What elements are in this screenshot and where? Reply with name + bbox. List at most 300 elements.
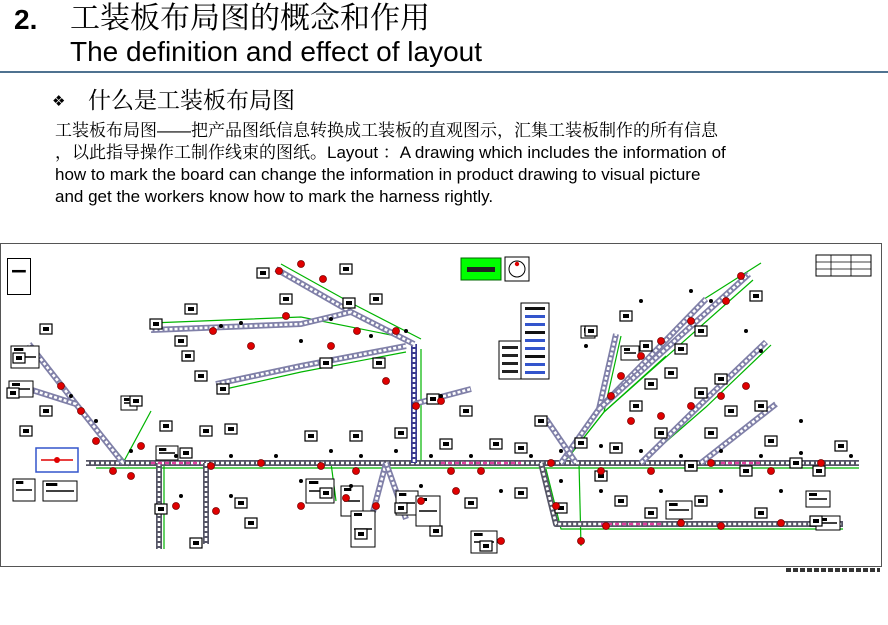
node-dot xyxy=(759,454,763,458)
drawing-detail-mark xyxy=(354,513,362,516)
drawing-detail-mark xyxy=(809,493,817,496)
definition-paragraph xyxy=(55,120,726,208)
connector-box xyxy=(235,498,247,508)
connector-face xyxy=(518,491,524,495)
connector-box xyxy=(395,503,407,513)
node-dot xyxy=(229,494,233,498)
node-dot xyxy=(719,449,723,453)
connector-marker-red xyxy=(598,468,605,475)
connector-marker-red xyxy=(628,418,635,425)
connector-face xyxy=(838,444,844,448)
branch-right-fan-4-rungs xyxy=(599,274,749,409)
connector-face xyxy=(483,544,489,548)
connector-marker-red xyxy=(276,268,283,275)
connector-box xyxy=(685,461,697,471)
connector-box xyxy=(645,508,657,518)
drawing-detail-mark xyxy=(124,398,129,401)
green-label-strip xyxy=(467,267,495,272)
node-dot xyxy=(239,321,243,325)
connector-marker-red xyxy=(393,328,400,335)
node-dot xyxy=(679,454,683,458)
connector-marker-red xyxy=(688,403,695,410)
node-dot xyxy=(709,299,713,303)
connector-face xyxy=(343,267,349,271)
drawing-detail-mark xyxy=(16,481,23,484)
connector-box xyxy=(20,426,32,436)
node-dot xyxy=(559,479,563,483)
pin-table-row xyxy=(525,347,545,350)
branch-right-fan-7-rungs xyxy=(546,419,576,463)
green-guide-line xyxy=(123,411,151,463)
bullet-diamond-icon: ❖ xyxy=(52,92,66,110)
connector-box xyxy=(182,351,194,361)
connector-face xyxy=(193,541,199,545)
connector-face xyxy=(518,446,524,450)
connector-face xyxy=(758,404,764,408)
connector-box xyxy=(40,324,52,334)
connector-box xyxy=(155,504,167,514)
connector-face xyxy=(698,391,704,395)
connector-face xyxy=(698,499,704,503)
node-dot xyxy=(439,394,443,398)
drawing-detail-box xyxy=(621,346,639,360)
connector-marker-red xyxy=(343,495,350,502)
connector-face xyxy=(376,361,382,365)
pin-table-row xyxy=(525,315,545,318)
node-dot xyxy=(94,419,98,423)
connector-face xyxy=(163,424,169,428)
node-dot xyxy=(404,329,408,333)
pin-table-row xyxy=(525,339,545,342)
connector-face xyxy=(185,354,191,358)
node-dot xyxy=(174,454,178,458)
connector-marker-red xyxy=(768,468,775,475)
connector-box xyxy=(515,443,527,453)
connector-box xyxy=(245,518,257,528)
connector-face xyxy=(743,469,749,473)
node-dot xyxy=(219,324,223,328)
connector-box xyxy=(655,428,667,438)
connector-marker-red xyxy=(648,468,655,475)
connector-box xyxy=(217,384,229,394)
pin-table-row xyxy=(525,323,545,326)
connector-box xyxy=(620,311,632,321)
connector-marker-red xyxy=(173,503,180,510)
section-number: 2. xyxy=(14,4,38,35)
connector-box xyxy=(695,496,707,506)
layout-drawing xyxy=(0,243,882,567)
connector-face xyxy=(178,339,184,343)
connector-face xyxy=(398,431,404,435)
connector-box xyxy=(185,304,197,314)
pin-table-small-row xyxy=(502,362,518,365)
connector-marker-red xyxy=(718,393,725,400)
connector-marker-red xyxy=(318,463,325,470)
pin-table-small-row xyxy=(502,346,518,349)
connector-face xyxy=(158,507,164,511)
connector-box xyxy=(575,438,587,448)
connector-marker-red xyxy=(328,343,335,350)
splice-drawing xyxy=(36,448,78,472)
node-dot xyxy=(779,489,783,493)
bullet-heading: 什么是工装板布局图 xyxy=(88,87,295,113)
harness-layout-diagram xyxy=(1,244,881,566)
connector-face xyxy=(248,521,254,525)
pin-table-row xyxy=(525,355,545,358)
connector-box xyxy=(180,448,192,458)
connector-box xyxy=(740,466,752,476)
drawing-detail-mark xyxy=(399,493,406,496)
connector-box xyxy=(645,379,657,389)
node-dot xyxy=(179,494,183,498)
connector-box xyxy=(395,428,407,438)
node-dot xyxy=(584,344,588,348)
pin-table-row xyxy=(525,331,545,334)
connector-marker-red xyxy=(373,503,380,510)
connector-box xyxy=(790,458,802,468)
connector-marker-red xyxy=(413,403,420,410)
node-dot xyxy=(799,419,803,423)
connector-box xyxy=(130,396,142,406)
node-dot xyxy=(599,444,603,448)
connector-box xyxy=(665,368,677,378)
connector-box xyxy=(725,406,737,416)
corner-minus-box xyxy=(7,258,31,295)
connector-face xyxy=(398,506,404,510)
connector-face xyxy=(493,442,499,446)
connector-face xyxy=(183,451,189,455)
branch-right-fan-5-rungs xyxy=(641,342,766,463)
node-dot xyxy=(719,489,723,493)
revision-table xyxy=(816,255,871,276)
connector-face xyxy=(538,419,544,423)
connector-box xyxy=(480,541,492,551)
connector-face xyxy=(658,431,664,435)
connector-box xyxy=(515,488,527,498)
connector-box xyxy=(427,394,439,404)
connector-box xyxy=(7,388,19,398)
connector-box xyxy=(835,441,847,451)
connector-face xyxy=(133,399,139,403)
connector-face xyxy=(588,329,594,333)
connector-box xyxy=(615,496,627,506)
connector-marker-red xyxy=(453,488,460,495)
connector-box xyxy=(355,529,367,539)
connector-face xyxy=(373,297,379,301)
connector-face xyxy=(23,429,29,433)
node-dot xyxy=(639,299,643,303)
pin-table-row xyxy=(525,363,545,366)
connector-face xyxy=(433,529,439,533)
connector-face xyxy=(678,347,684,351)
connector-face xyxy=(668,371,674,375)
connector-face xyxy=(16,356,22,360)
connector-face xyxy=(43,409,49,413)
connector-face xyxy=(728,409,734,413)
connector-face xyxy=(308,434,314,438)
connector-face xyxy=(323,491,329,495)
connector-face xyxy=(463,409,469,413)
connector-marker-red xyxy=(603,523,610,530)
node-dot xyxy=(499,489,503,493)
drawing-detail-mark xyxy=(624,348,630,351)
node-dot xyxy=(394,449,398,453)
connector-box xyxy=(705,428,717,438)
connector-face xyxy=(813,519,819,523)
node-dot xyxy=(359,454,363,458)
connector-face xyxy=(283,297,289,301)
connector-box xyxy=(630,401,642,411)
pin-table-small-row xyxy=(502,370,518,373)
pin-table-row xyxy=(525,371,545,374)
corner-minus-label: − xyxy=(9,259,29,284)
connector-marker-red xyxy=(618,373,625,380)
connector-box xyxy=(373,358,385,368)
connector-face xyxy=(758,511,764,515)
connector-box xyxy=(755,401,767,411)
node-dot xyxy=(559,449,563,453)
connector-marker-red xyxy=(658,413,665,420)
connector-box xyxy=(490,439,502,449)
legend-symbol-dot xyxy=(515,262,519,266)
node-dot xyxy=(329,317,333,321)
connector-face xyxy=(358,532,364,536)
node-dot xyxy=(759,349,763,353)
harness-components xyxy=(7,261,853,554)
connector-marker-red xyxy=(743,383,750,390)
connector-face xyxy=(753,294,759,298)
connector-box xyxy=(695,326,707,336)
connector-box xyxy=(370,294,382,304)
connector-face xyxy=(623,314,629,318)
drawing-detail-mark xyxy=(669,503,678,506)
node-dot xyxy=(469,454,473,458)
connector-box xyxy=(430,526,442,536)
node-dot xyxy=(599,489,603,493)
connector-box xyxy=(225,424,237,434)
connector-marker-red xyxy=(738,273,745,280)
drawing-detail-mark xyxy=(344,488,351,491)
connector-face xyxy=(43,327,49,331)
connector-marker-red xyxy=(248,343,255,350)
connector-face xyxy=(203,429,209,433)
connector-face xyxy=(688,464,694,468)
node-dot xyxy=(299,339,303,343)
connector-face xyxy=(10,391,16,395)
connector-box xyxy=(755,508,767,518)
connector-face xyxy=(613,446,619,450)
connector-box xyxy=(810,516,822,526)
node-dot xyxy=(129,449,133,453)
connector-face xyxy=(443,442,449,446)
paragraph-line-1: 工装板布局图——把产品图纸信息转换成工装板的直观图示，汇集工装板制作的所有信息 xyxy=(55,121,718,140)
connector-face xyxy=(260,271,266,275)
connector-face xyxy=(793,461,799,465)
connector-face xyxy=(238,501,244,505)
drawing-detail-box xyxy=(13,479,35,501)
connector-box xyxy=(190,538,202,548)
node-dot xyxy=(349,484,353,488)
connector-marker-red xyxy=(448,468,455,475)
connector-face xyxy=(228,427,234,431)
connector-marker-red xyxy=(283,313,290,320)
slide-title-english: The definition and effect of layout xyxy=(70,36,482,67)
connector-marker-red xyxy=(138,443,145,450)
connector-box xyxy=(343,298,355,308)
connector-face xyxy=(468,501,474,505)
connector-marker-red xyxy=(708,460,715,467)
connector-marker-red xyxy=(93,438,100,445)
connector-marker-red xyxy=(128,473,135,480)
paragraph-line-4: and get the workers know how to mark the harness rightly. xyxy=(55,187,494,206)
connector-marker-red xyxy=(418,498,425,505)
connector-face xyxy=(188,307,194,311)
node-dot xyxy=(689,289,693,293)
connector-marker-red xyxy=(478,468,485,475)
drawing-detail-box xyxy=(666,501,692,519)
node-dot xyxy=(429,454,433,458)
drawing-detail-mark xyxy=(12,383,20,386)
connector-marker-red xyxy=(718,523,725,530)
connector-box xyxy=(750,291,762,301)
connector-box xyxy=(195,371,207,381)
splice-drawing-node xyxy=(54,457,60,463)
node-dot xyxy=(744,329,748,333)
slide-title-chinese: 工装板布局图的概念和作用 xyxy=(70,2,430,35)
drawing-detail-mark xyxy=(14,348,23,351)
connector-box xyxy=(320,358,332,368)
connector-box xyxy=(695,388,707,398)
node-dot xyxy=(274,454,278,458)
connector-box xyxy=(765,436,777,446)
connector-marker-red xyxy=(438,398,445,405)
connector-box xyxy=(350,431,362,441)
paragraph-line-3: how to mark the board can change the information in product drawing to visual picture xyxy=(55,165,701,184)
connector-marker-red xyxy=(578,538,585,545)
connector-marker-red xyxy=(210,328,217,335)
connector-box xyxy=(40,406,52,416)
connector-box xyxy=(280,294,292,304)
connector-face xyxy=(648,382,654,386)
connector-face xyxy=(643,344,649,348)
drawing-detail-box xyxy=(806,491,830,507)
connector-marker-red xyxy=(298,261,305,268)
connector-marker-red xyxy=(258,460,265,467)
node-dot xyxy=(529,454,533,458)
connector-face xyxy=(718,377,724,381)
connector-box xyxy=(440,439,452,449)
drawing-detail-mark xyxy=(159,448,166,451)
connector-marker-red xyxy=(638,353,645,360)
connector-marker-red xyxy=(658,338,665,345)
node-dot xyxy=(229,454,233,458)
connector-face xyxy=(578,441,584,445)
connector-marker-red xyxy=(608,393,615,400)
node-dot xyxy=(69,394,73,398)
connector-marker-red xyxy=(678,520,685,527)
connector-marker-red xyxy=(818,460,825,467)
connector-box xyxy=(675,344,687,354)
connector-marker-red xyxy=(58,383,65,390)
drawing-fixtures xyxy=(461,255,871,379)
connector-box xyxy=(715,374,727,384)
connector-face xyxy=(708,431,714,435)
connector-box xyxy=(640,341,652,351)
title-divider xyxy=(0,71,888,73)
drawing-detail-mark xyxy=(474,533,483,536)
connector-marker-red xyxy=(778,520,785,527)
node-dot xyxy=(329,449,333,453)
connector-marker-red xyxy=(298,503,305,510)
connector-box xyxy=(257,268,269,278)
node-dot xyxy=(659,489,663,493)
connector-face xyxy=(220,387,226,391)
connector-face xyxy=(648,511,654,515)
connector-face xyxy=(430,397,436,401)
connector-marker-red xyxy=(354,328,361,335)
connector-marker-red xyxy=(553,503,560,510)
connector-face xyxy=(346,301,352,305)
connector-face xyxy=(768,439,774,443)
connector-box xyxy=(160,421,172,431)
connector-marker-red xyxy=(548,460,555,467)
drawing-detail-mark xyxy=(46,483,57,486)
connector-face xyxy=(198,374,204,378)
connector-box xyxy=(535,416,547,426)
connector-box xyxy=(175,336,187,346)
connector-face xyxy=(816,469,822,473)
connector-marker-red xyxy=(78,408,85,415)
connector-box xyxy=(585,326,597,336)
title-block-strip xyxy=(786,568,880,572)
connector-box xyxy=(460,406,472,416)
connector-box xyxy=(813,466,825,476)
drawing-detail-mark xyxy=(309,481,318,484)
connector-marker-red xyxy=(723,298,730,305)
node-dot xyxy=(419,484,423,488)
connector-box xyxy=(150,319,162,329)
connector-marker-red xyxy=(213,508,220,515)
connector-marker-red xyxy=(353,468,360,475)
connector-face xyxy=(353,434,359,438)
connector-box xyxy=(465,498,477,508)
node-dot xyxy=(299,479,303,483)
connector-marker-red xyxy=(110,468,117,475)
node-dot xyxy=(369,334,373,338)
node-dot xyxy=(799,451,803,455)
connector-marker-red xyxy=(320,276,327,283)
node-dot xyxy=(849,454,853,458)
connector-face xyxy=(323,361,329,365)
connector-marker-red xyxy=(208,463,215,470)
drawing-detail-box xyxy=(156,446,178,460)
node-dot xyxy=(639,449,643,453)
paragraph-line-2: ，以此指导操作工制作线束的图纸。Layout ：A drawing which includes the information of xyxy=(55,143,726,162)
connector-face xyxy=(633,404,639,408)
green-guide-line xyxy=(579,463,581,546)
connector-box xyxy=(340,264,352,274)
connector-marker-red xyxy=(688,318,695,325)
connector-face xyxy=(698,329,704,333)
connector-box xyxy=(610,443,622,453)
connector-box xyxy=(320,488,332,498)
connector-marker-red xyxy=(383,378,390,385)
pin-table-row xyxy=(525,307,545,310)
connector-marker-red xyxy=(498,538,505,545)
connector-face xyxy=(618,499,624,503)
pin-table-small-row xyxy=(502,354,518,357)
connector-box xyxy=(200,426,212,436)
